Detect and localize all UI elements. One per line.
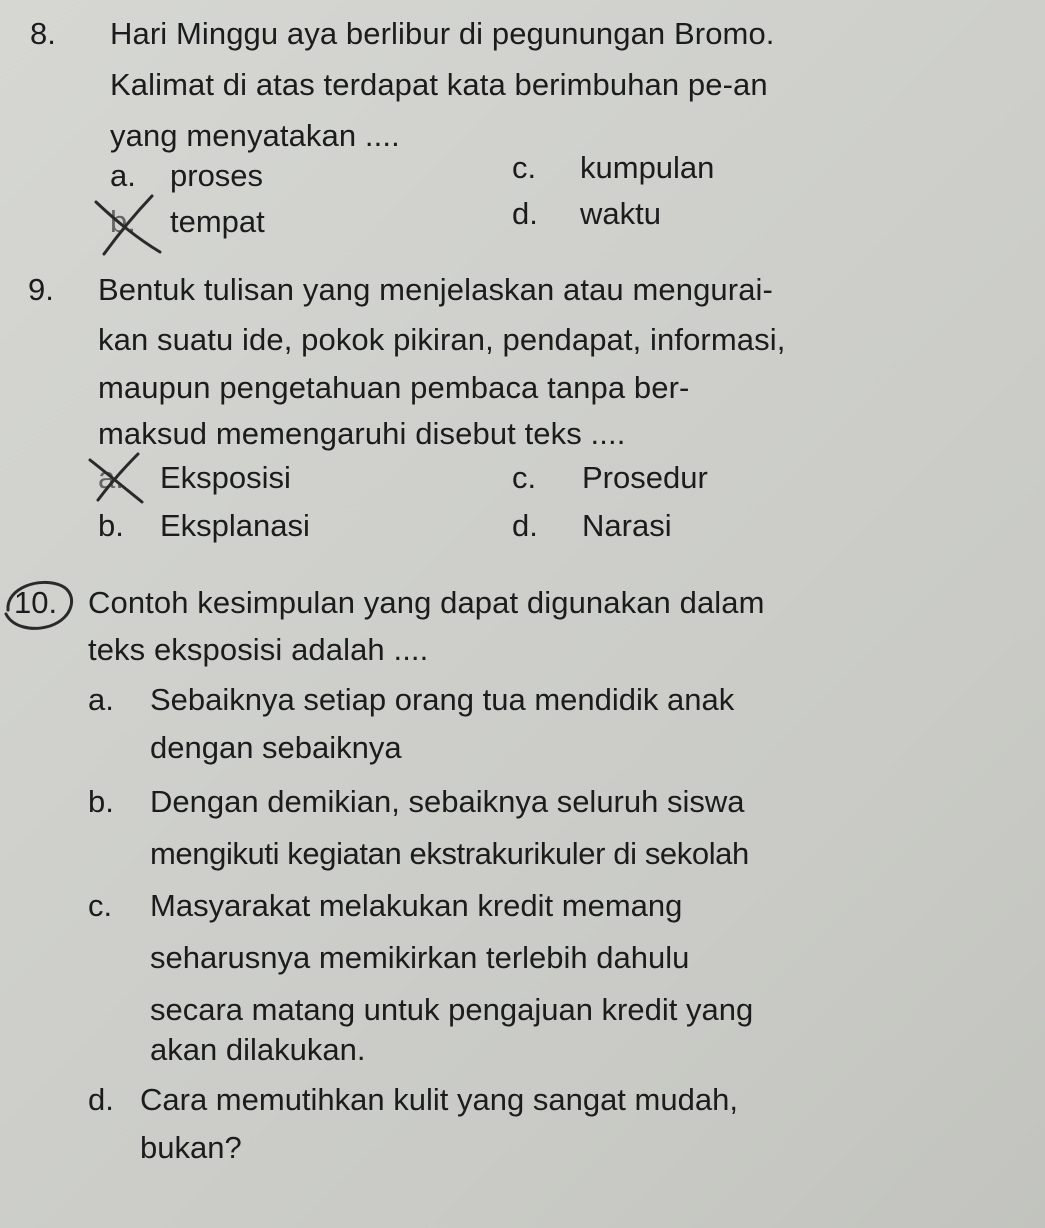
question-text-line: Hari Minggu aya berlibur di pegunungan Bromo. [110,16,775,51]
option-letter: d. [88,1082,114,1117]
option-letter: c. [512,150,537,185]
option-letter: d. [512,508,538,543]
option-letter: b. [98,508,124,543]
question-text-line: yang menyatakan .... [110,118,400,153]
option-text-line: Sebaiknya setiap orang tua mendidik anak [150,682,735,717]
question-text-line: Kalimat di atas terdapat kata berimbuhan pe-an [110,67,768,102]
option-text: Eksplanasi [160,508,310,543]
option-letter: a. [110,158,136,193]
option-text-line: secara matang untuk pengajuan kredit yang [150,992,754,1027]
option-letter: a. [88,682,114,717]
option-letter: c. [512,460,537,495]
question-text-line: maupun pengetahuan pembaca tanpa ber- [98,370,690,405]
question-text-line: kan suatu ide, pokok pikiran, pendapat, informasi, [98,322,786,357]
option-text-line: Dengan demikian, sebaiknya seluruh siswa [150,784,745,819]
option-letter: b. [88,784,114,819]
question-text-line: Bentuk tulisan yang menjelaskan atau mengurai- [98,272,773,307]
option-text: kumpulan [580,150,715,185]
option-letter: a. [98,460,124,495]
option-text-line: Masyarakat melakukan kredit memang [150,888,683,923]
option-text: Eksposisi [160,460,291,495]
question-number: 8. [30,16,56,51]
option-text-line: Cara memutihkan kulit yang sangat mudah, [140,1082,738,1117]
question-text-line: teks eksposisi adalah .... [88,632,429,667]
option-text-line: mengikuti kegiatan ekstrakurikuler di sekolah [150,836,749,871]
option-text: waktu [580,196,661,231]
question-number: 9. [28,272,54,307]
option-text: tempat [170,204,265,239]
option-text-line: dengan sebaiknya [150,730,402,765]
question-text-line: Contoh kesimpulan yang dapat digunakan dalam [88,585,765,620]
option-text: Prosedur [582,460,708,495]
question-number: 10. [14,585,58,620]
option-text: proses [170,158,264,193]
option-letter: b. [110,204,136,239]
option-letter: d. [512,196,538,231]
option-text-line: bukan? [140,1130,242,1165]
option-text-line: seharusnya memikirkan terlebih dahulu [150,940,690,975]
option-letter: c. [88,888,113,923]
question-text-line: maksud memengaruhi disebut teks .... [98,416,626,451]
option-text-line: akan dilakukan. [150,1032,366,1067]
option-text: Narasi [582,508,672,543]
